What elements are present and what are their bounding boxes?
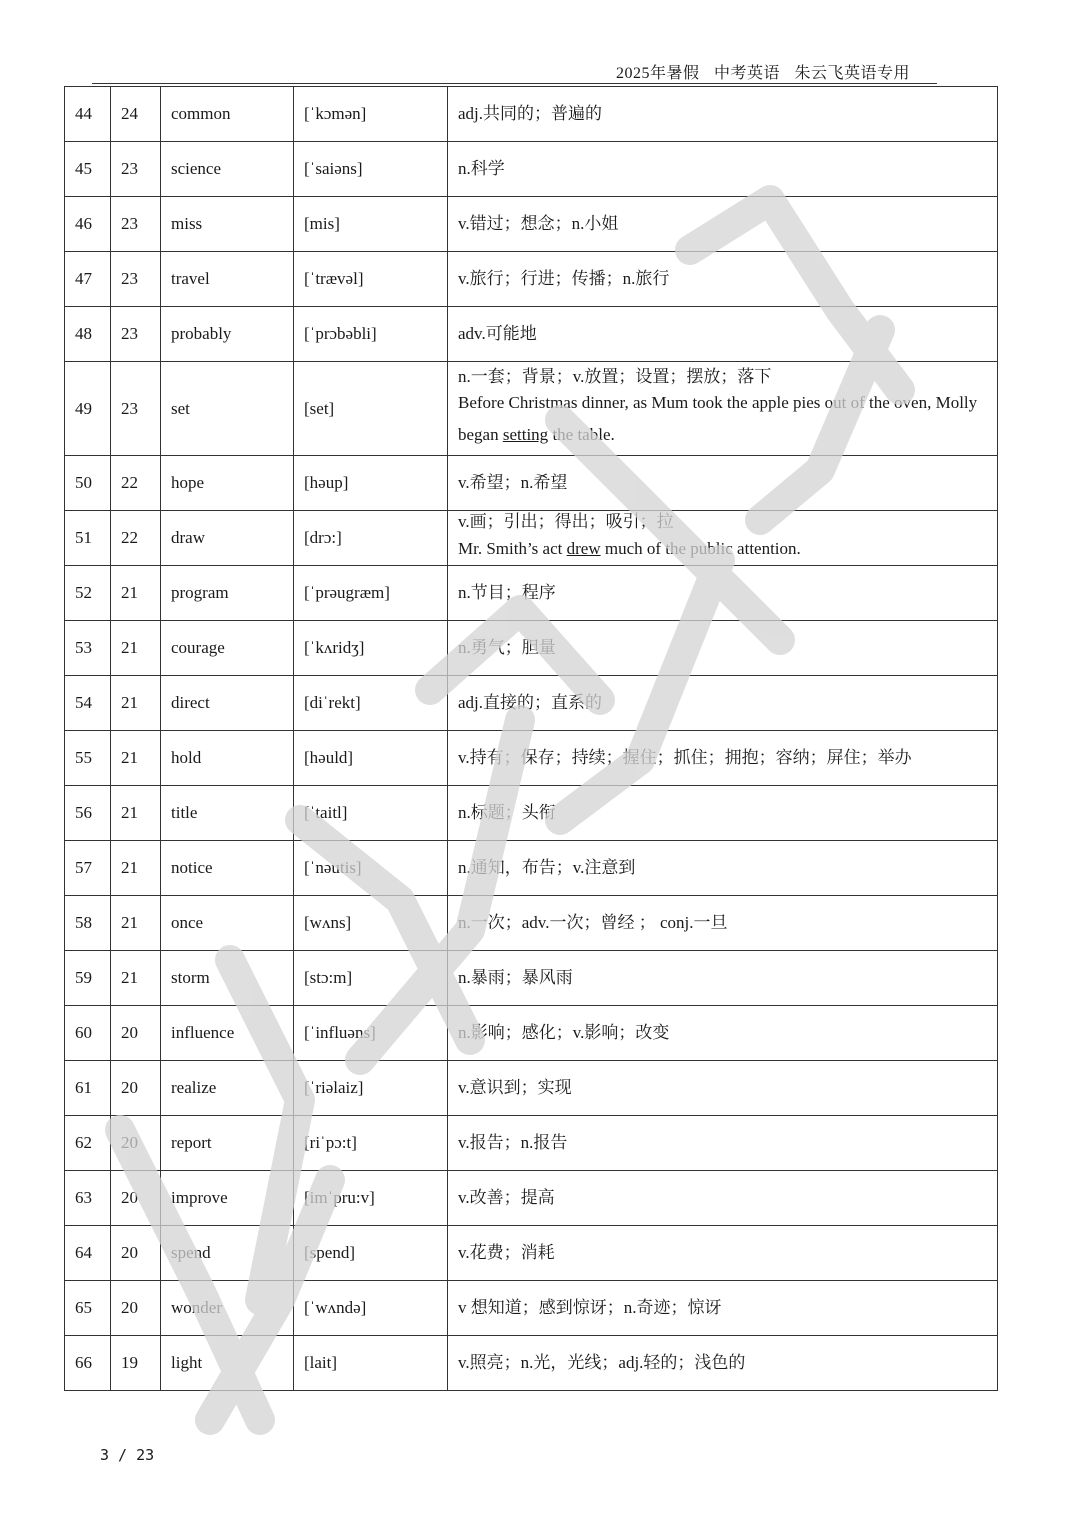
definition-text: v.报告；n.报告 [458, 1133, 568, 1153]
word: program [161, 566, 294, 621]
word: common [161, 87, 294, 142]
entry-number: 45 [65, 142, 111, 197]
frequency-count: 20 [111, 1061, 161, 1116]
table-row [65, 197, 998, 252]
word: storm [161, 951, 294, 1006]
table-row [65, 87, 998, 142]
definition [448, 1171, 998, 1226]
definition-text: v.意识到；实现 [458, 1078, 572, 1098]
definition [448, 1226, 998, 1281]
entry-number: 62 [65, 1116, 111, 1171]
phonetic: [ˈwʌndə] [294, 1281, 448, 1336]
example-highlight: drew [566, 538, 601, 558]
definition-text: n.暴雨；暴风雨 [458, 968, 573, 988]
definition-text: v 想知道；感到惊讶；n.奇迹；惊讶 [458, 1298, 722, 1318]
entry-number: 51 [65, 511, 111, 566]
word: title [161, 786, 294, 841]
vocabulary-table-body [65, 87, 998, 1391]
entry-number: 49 [65, 362, 111, 456]
definition-text: v.希望；n.希望 [458, 473, 568, 493]
definition-text: n.影响；感化；v.影响；改变 [458, 1023, 670, 1043]
definition-text: v.画；引出；得出；吸引；拉 [458, 512, 674, 532]
entry-number: 55 [65, 731, 111, 786]
table-row [65, 621, 998, 676]
frequency-count: 23 [111, 142, 161, 197]
word: courage [161, 621, 294, 676]
table-row [65, 1006, 998, 1061]
example-text: Mr. Smith’s act [458, 538, 567, 558]
frequency-count: 23 [111, 197, 161, 252]
definition [448, 197, 998, 252]
phonetic: [ˈkʌridʒ] [294, 621, 448, 676]
entry-number: 48 [65, 307, 111, 362]
phonetic: [ˈriəlaiz] [294, 1061, 448, 1116]
frequency-count: 21 [111, 896, 161, 951]
entry-number: 60 [65, 1006, 111, 1061]
definition-text: v.旅行；行进；传播；n.旅行 [458, 269, 670, 289]
table-row [65, 142, 998, 197]
frequency-count: 22 [111, 511, 161, 566]
example-text: much of the public attention. [600, 538, 801, 558]
phonetic: [mis] [294, 197, 448, 252]
entry-number: 53 [65, 621, 111, 676]
frequency-count: 23 [111, 252, 161, 307]
definition [448, 566, 998, 621]
table-row [65, 1281, 998, 1336]
table-row [65, 252, 998, 307]
phonetic: [lait] [294, 1336, 448, 1391]
table-row [65, 786, 998, 841]
definition [448, 456, 998, 511]
definition-text: n.节目；程序 [458, 583, 556, 603]
frequency-count: 21 [111, 566, 161, 621]
definition [448, 896, 998, 951]
phonetic: [imˈpru:v] [294, 1171, 448, 1226]
entry-number: 64 [65, 1226, 111, 1281]
table-row [65, 896, 998, 951]
word: draw [161, 511, 294, 566]
definition-text: n.科学 [458, 159, 505, 179]
vocabulary-table [64, 86, 998, 1391]
entry-number: 50 [65, 456, 111, 511]
definition [448, 87, 998, 142]
header-rule [92, 83, 937, 84]
table-row [65, 362, 998, 456]
table-row [65, 511, 998, 566]
word: science [161, 142, 294, 197]
definition [448, 142, 998, 197]
definition-text: n.一套；背景；v.放置；设置；摆放；落下 [458, 366, 772, 386]
definition [448, 307, 998, 362]
frequency-count: 21 [111, 786, 161, 841]
frequency-count: 19 [111, 1336, 161, 1391]
definition-text: adv.可能地 [458, 324, 537, 344]
table-row [65, 1116, 998, 1171]
table-row [65, 1171, 998, 1226]
definition [448, 951, 998, 1006]
phonetic: [ˈprəugræm] [294, 566, 448, 621]
frequency-count: 21 [111, 621, 161, 676]
word: travel [161, 252, 294, 307]
example-sentence [458, 533, 997, 565]
definition-text: adj.共同的；普遍的 [458, 104, 603, 124]
definition [448, 621, 998, 676]
definition [448, 511, 998, 566]
phonetic: [ˈnəutis] [294, 841, 448, 896]
phonetic: [set] [294, 362, 448, 456]
entry-number: 47 [65, 252, 111, 307]
word: hold [161, 731, 294, 786]
entry-number: 58 [65, 896, 111, 951]
definition [448, 676, 998, 731]
header-teacher: 朱云飞英语专用 [794, 65, 911, 82]
example-sentence [458, 387, 997, 451]
frequency-count: 22 [111, 456, 161, 511]
word: hope [161, 456, 294, 511]
entry-number: 65 [65, 1281, 111, 1336]
definition-text: n.标题；头衔 [458, 803, 556, 823]
frequency-count: 20 [111, 1171, 161, 1226]
definition-text: v.持有；保存；持续；握住；抓住；拥抱；容纳；屏住；举办 [458, 748, 912, 768]
word: direct [161, 676, 294, 731]
entry-number: 63 [65, 1171, 111, 1226]
phonetic: [həuld] [294, 731, 448, 786]
table-row [65, 676, 998, 731]
frequency-count: 21 [111, 731, 161, 786]
frequency-count: 20 [111, 1226, 161, 1281]
entry-number: 56 [65, 786, 111, 841]
entry-number: 46 [65, 197, 111, 252]
table-row [65, 307, 998, 362]
definition-text: n.通知，布告；v.注意到 [458, 858, 636, 878]
definition [448, 362, 998, 456]
word: set [161, 362, 294, 456]
definition-text: v.花费；消耗 [458, 1243, 555, 1263]
entry-number: 66 [65, 1336, 111, 1391]
definition [448, 841, 998, 896]
example-highlight: setting [502, 425, 549, 445]
entry-number: 57 [65, 841, 111, 896]
frequency-count: 21 [111, 951, 161, 1006]
word: notice [161, 841, 294, 896]
definition-text: v.错过；想念；n.小姐 [458, 214, 619, 234]
word: wonder [161, 1281, 294, 1336]
header-term: 2025年暑假 [616, 65, 700, 82]
table-row [65, 841, 998, 896]
phonetic: [ˈsaiəns] [294, 142, 448, 197]
phonetic: [ˈkɔmən] [294, 87, 448, 142]
definition-text: n.一次；adv.一次；曾经 ； conj.一旦 [458, 913, 728, 933]
frequency-count: 21 [111, 676, 161, 731]
word: influence [161, 1006, 294, 1061]
phonetic: [stɔ:m] [294, 951, 448, 1006]
definition [448, 1281, 998, 1336]
word: light [161, 1336, 294, 1391]
phonetic: [wʌns] [294, 896, 448, 951]
frequency-count: 23 [111, 362, 161, 456]
table-row [65, 456, 998, 511]
page-header [616, 60, 920, 83]
frequency-count: 20 [111, 1006, 161, 1061]
definition-text: v.改善；提高 [458, 1188, 555, 1208]
word: improve [161, 1171, 294, 1226]
phonetic: [ˈinfluəns] [294, 1006, 448, 1061]
definition [448, 786, 998, 841]
definition-text: v.照亮；n.光，光线；adj.轻的；浅色的 [458, 1353, 746, 1373]
table-row [65, 566, 998, 621]
word: miss [161, 197, 294, 252]
entry-number: 44 [65, 87, 111, 142]
entry-number: 59 [65, 951, 111, 1006]
phonetic: [ˈtrævəl] [294, 252, 448, 307]
definition [448, 1116, 998, 1171]
phonetic: [ˈprɔbəbli] [294, 307, 448, 362]
definition-text: adj.直接的；直系的 [458, 693, 603, 713]
word: realize [161, 1061, 294, 1116]
example-text: the table. [548, 425, 615, 445]
table-row [65, 1226, 998, 1281]
table-row [65, 1061, 998, 1116]
example-text: Before Christmas dinner, as Mum took the apple pies out of the oven, Molly began [458, 393, 978, 445]
word: report [161, 1116, 294, 1171]
phonetic: [diˈrekt] [294, 676, 448, 731]
word: probably [161, 307, 294, 362]
table-row [65, 1336, 998, 1391]
definition [448, 252, 998, 307]
phonetic: [həup] [294, 456, 448, 511]
phonetic: [drɔ:] [294, 511, 448, 566]
definition [448, 1006, 998, 1061]
entry-number: 54 [65, 676, 111, 731]
frequency-count: 23 [111, 307, 161, 362]
definition [448, 1061, 998, 1116]
frequency-count: 21 [111, 841, 161, 896]
word: spend [161, 1226, 294, 1281]
table-row [65, 731, 998, 786]
entry-number: 61 [65, 1061, 111, 1116]
table-row [65, 951, 998, 1006]
word: once [161, 896, 294, 951]
definition [448, 1336, 998, 1391]
phonetic: [ˈtaitl] [294, 786, 448, 841]
header-subject: 中考英语 [714, 65, 781, 82]
page-number: 3 / 23 [100, 1446, 155, 1464]
definition-text: n.勇气；胆量 [458, 638, 556, 658]
entry-number: 52 [65, 566, 111, 621]
phonetic: [riˈpɔ:t] [294, 1116, 448, 1171]
phonetic: [spend] [294, 1226, 448, 1281]
frequency-count: 20 [111, 1281, 161, 1336]
frequency-count: 20 [111, 1116, 161, 1171]
definition [448, 731, 998, 786]
frequency-count: 24 [111, 87, 161, 142]
